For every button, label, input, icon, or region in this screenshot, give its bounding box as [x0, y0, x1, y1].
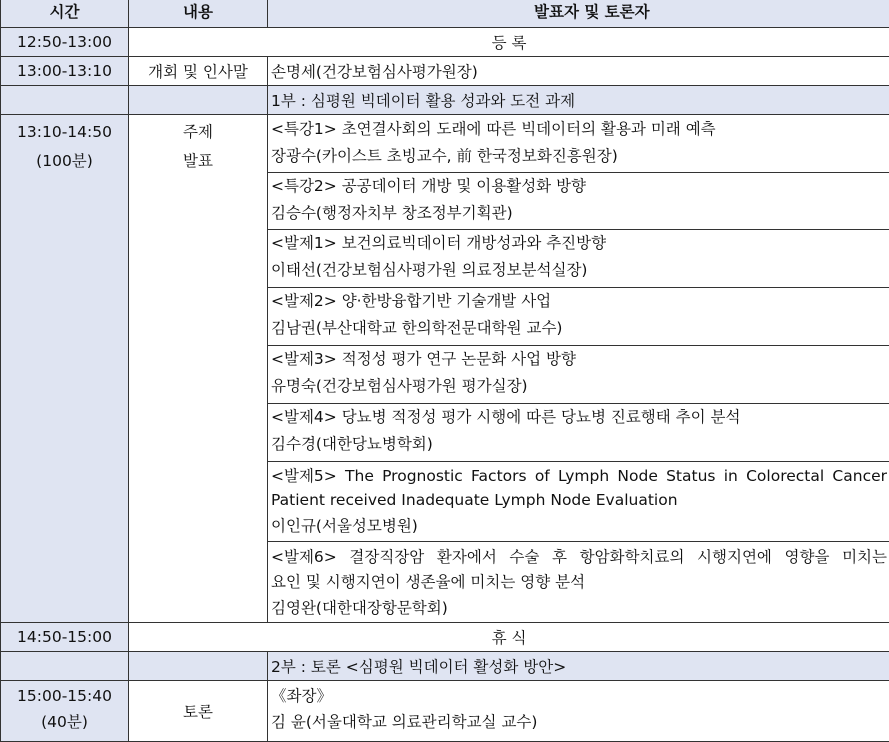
discussion-row: [1, 681, 889, 742]
item-title: <발제4> 당뇨병 적정성 평가 시행에 따른 당뇨병 진료행태 추이 분석: [271, 404, 887, 431]
header-time: 시간: [1, 0, 129, 28]
session1-topic-cell: [129, 115, 268, 623]
item-title: <발제6> 결장직장암 환자에서 수술 후 항암화학치료의 시행지연에 영향을 미치는: [271, 544, 887, 570]
discussion-duration: (40분): [1, 709, 128, 735]
item-title-continued: Patient received Inadequate Lymph Node Evaluation: [271, 488, 887, 512]
part2-blank-1: [1, 652, 129, 681]
part1-title: 1부 : 심평원 빅데이터 활용 성과와 도전 과제: [268, 86, 889, 115]
list-item: [268, 462, 889, 542]
item-title: <발제3> 적정성 평가 연구 논문화 사업 방향: [271, 346, 887, 373]
session1-topic-line2: 발표: [129, 147, 267, 176]
list-item: [268, 542, 889, 622]
opening-time: 13:00-13:10: [1, 57, 129, 86]
item-speaker: 유명숙(건강보험심사평가원 평가실장): [271, 373, 887, 400]
break-label: 휴 식: [129, 623, 889, 652]
registration-time: 12:50-13:00: [1, 28, 129, 57]
opening-row: [1, 57, 889, 86]
item-title: <발제5> The Prognostic Factors of Lymph Node Status in Colorectal Cancer: [271, 464, 887, 488]
list-item: [268, 173, 889, 230]
discussion-topic: 토론: [129, 681, 268, 742]
discussion-role: 《좌장》: [271, 683, 889, 709]
part1-blank-2: [129, 86, 268, 115]
break-time: 14:50-15:00: [1, 623, 129, 652]
item-speaker: 이태선(건강보험심사평가원 의료정보분석실장): [271, 257, 887, 284]
item-speaker: 김승수(행정자치부 창조정부기획관): [271, 200, 887, 227]
item-speaker: 김영완(대한대장항문학회): [271, 594, 887, 622]
discussion-cell: [268, 681, 889, 742]
item-title: <발제1> 보건의료빅데이터 개방성과와 추진방향: [271, 230, 887, 257]
item-speaker: 이인규(서울성모병원): [271, 512, 887, 540]
list-item: [268, 115, 889, 173]
item-speaker: 김수경(대한당뇨병학회): [271, 431, 887, 458]
header-content: 내용: [129, 0, 268, 28]
item-speaker: 장광수(카이스트 초빙교수, 前 한국정보화진흥원장): [271, 143, 887, 170]
session1-time-cell: [1, 115, 129, 623]
list-item: [268, 230, 889, 288]
session1-items: [268, 115, 889, 623]
header-speaker: 발표자 및 토론자: [268, 0, 889, 28]
part2-blank-2: [129, 652, 268, 681]
item-title: <발제2> 양·한방융합기반 기술개발 사업: [271, 288, 887, 315]
discussion-time: 15:00-15:40: [1, 683, 128, 709]
item-title: <특강2> 공공데이터 개방 및 이용활성화 방향: [271, 173, 887, 200]
opening-speaker: 손명세(건강보험심사평가원장): [268, 57, 889, 86]
item-speaker: 김남권(부산대학교 한의학전문대학원 교수): [271, 315, 887, 342]
header-row: [1, 0, 889, 28]
part1-blank-1: [1, 86, 129, 115]
discussion-speaker: 김 윤(서울대학교 의료관리학교실 교수): [271, 709, 889, 735]
opening-topic: 개회 및 인사말: [129, 57, 268, 86]
break-row: [1, 623, 889, 652]
item-title: <특강1> 초연결사회의 도래에 따른 빅데이터의 활용과 미래 예측: [271, 116, 887, 143]
part1-row: [1, 86, 889, 115]
item-title-continued: 요인 및 시행지연이 생존율에 미치는 영향 분석: [271, 570, 887, 594]
list-item: [268, 404, 889, 462]
part2-title: 2부 : 토론 <심평원 빅데이터 활성화 방안>: [268, 652, 889, 681]
session1-time: 13:10-14:50: [1, 118, 128, 147]
session1-topic-line1: 주제: [129, 118, 267, 147]
session1-row: [1, 115, 889, 623]
discussion-time-cell: [1, 681, 129, 742]
registration-row: [1, 28, 889, 57]
list-item: [268, 346, 889, 404]
part2-row: [1, 652, 889, 681]
registration-label: 등 록: [129, 28, 889, 57]
list-item: [268, 288, 889, 346]
session1-duration: (100분): [1, 147, 128, 176]
